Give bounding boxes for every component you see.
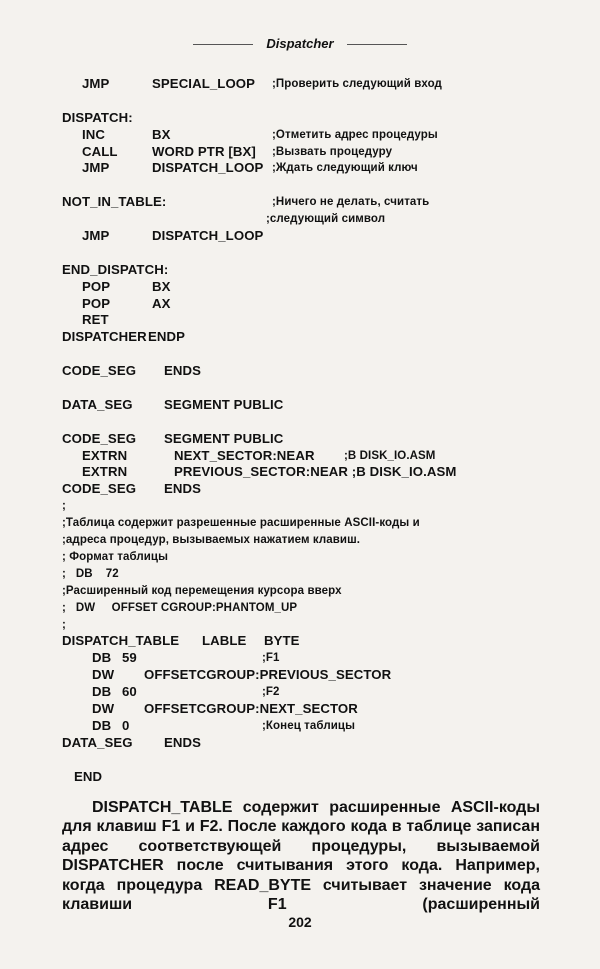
code-line [62,211,562,228]
code-line [62,617,562,634]
code-line [62,194,562,211]
code-token: CODE_SEG [62,363,137,379]
code-blank-line [62,177,562,194]
code-token: INC [82,126,106,142]
code-comment: ;Конец таблицы [262,719,355,732]
code-line [62,160,562,177]
code-token: POP [82,295,111,311]
code-token: WORD PTR [BX] [152,143,256,159]
code-line [62,312,562,329]
code-token: DW [92,667,115,683]
code-token: JMP [82,160,110,176]
code-token: 60 [122,684,137,700]
code-line [62,701,562,718]
code-token: DISPATCH: [62,109,133,125]
code-line [62,684,562,701]
code-line [62,515,562,532]
code-token: RET [82,312,109,328]
code-comment: ;F1 [262,652,280,665]
code-line [62,549,562,566]
code-comment: ;Расширенный код перемещения курсора вверх [62,584,342,597]
code-token: OFFSETCGROUP:NEXT_SECTOR [144,700,358,716]
code-comment: ;Вызвать процедуру [272,145,393,158]
code-comment: ; [62,500,66,513]
code-token: BYTE [264,633,300,649]
code-token: ENDS [164,734,202,750]
code-token: DISPATCH_TABLE [62,633,180,649]
code-token: EXTRN [82,447,128,463]
running-head [0,36,600,51]
code-line [62,718,562,735]
code-line [62,397,562,414]
code-line [62,735,562,752]
code-line [62,769,562,786]
code-blank-line [62,346,562,363]
code-blank-line [62,93,562,110]
header-rule-right [347,44,407,45]
body-text [62,798,540,914]
code-token: LABLE [202,633,247,649]
code-blank-line [62,752,562,769]
code-comment: ;В DISK_IO.ASM [344,449,436,462]
code-blank-line [62,380,562,397]
code-blank-line [62,414,562,431]
code-token: CALL [82,143,118,159]
code-token: POP [82,278,111,294]
code-line [62,228,562,245]
code-line [62,448,562,465]
page-number: 202 [288,914,312,930]
code-line [62,498,562,515]
paragraph: DISPATCH_TABLE содержит расширенные ASCII-коды для клавиш F1 и F2. После каждого кода в таблице записан адрес соответствующей процедуры, вызываемой DISPATCHER после считывания этого кода. Например, когда процедура READ_BYTE считывает значение кода клавиши F1 (расширенный [62,799,540,914]
code-token: ENDP [148,329,186,345]
code-line [62,296,562,313]
code-token: CODE_SEG [62,481,137,497]
running-head-title: Dispatcher [266,36,334,51]
code-line [62,76,562,93]
code-listing [62,76,562,785]
code-token: AX [152,295,171,311]
code-token: OFFSETCGROUP:PREVIOUS_SECTOR [144,667,392,683]
code-comment: ;Ничего не делать, считать [272,196,430,209]
code-token: DATA_SEG [62,734,133,750]
code-token: SEGMENT PUBLIC [164,396,284,412]
code-line [62,667,562,684]
code-token: DISPATCH_LOOP [152,228,264,244]
code-line [62,532,562,549]
code-token: DB [92,717,112,733]
code-comment: ;следующий символ [266,213,386,226]
code-comment: ;Ждать следующий ключ [272,162,418,175]
code-token: CODE_SEG [62,430,137,446]
code-token: NOT_IN_TABLE: [62,194,167,210]
code-token: 59 [122,650,137,666]
code-line [62,464,562,481]
code-token: DISPATCHER [62,329,147,345]
code-token: JMP [82,228,110,244]
code-line [62,279,562,296]
code-line [62,431,562,448]
code-token: PREVIOUS_SECTOR:NEAR ;В DISK_IO.ASM [174,464,457,480]
code-token: JMP [82,76,110,91]
code-token: END [74,768,103,784]
code-token: DISPATCH_LOOP [152,160,264,176]
code-token: 0 [122,717,130,733]
code-line [62,144,562,161]
code-token: ENDS [164,481,202,497]
code-token: BX [152,126,171,142]
code-line [62,262,562,279]
code-comment: ; DB 72 [62,567,119,580]
code-token: ENDS [164,363,202,379]
code-token: DATA_SEG [62,396,133,412]
code-line [62,650,562,667]
code-token: END_DISPATCH: [62,261,169,277]
code-comment: ;Проверить следующий вход [272,78,442,90]
code-line [62,110,562,127]
code-token: SEGMENT PUBLIC [164,430,284,446]
header-rule-left [193,44,253,45]
code-blank-line [62,245,562,262]
code-token: DB [92,684,112,700]
code-token: NEXT_SECTOR:NEAR [174,447,315,463]
code-line [62,583,562,600]
code-line [62,481,562,498]
code-comment: ;F2 [262,686,280,699]
code-comment: ; DW OFFSET CGROUP:PHANTOM_UP [62,601,298,614]
code-comment: ;адреса процедур, вызываемых нажатием клавиш. [62,534,361,547]
code-token: BX [152,278,171,294]
code-token: EXTRN [82,464,128,480]
code-comment: ;Отметить адрес процедуры [272,128,438,141]
code-token: DB [92,650,112,666]
code-comment: ;Таблица содержит разрешенные расширенные ASCII-коды и [62,517,420,530]
code-line [62,633,562,650]
code-comment: ; Формат таблицы [62,550,169,563]
code-token: DW [92,700,115,716]
code-line [62,127,562,144]
code-line [62,363,562,380]
code-line [62,566,562,583]
code-line [62,600,562,617]
code-line [62,329,562,346]
code-comment: ; [62,618,66,631]
code-token: SPECIAL_LOOP [152,76,256,91]
